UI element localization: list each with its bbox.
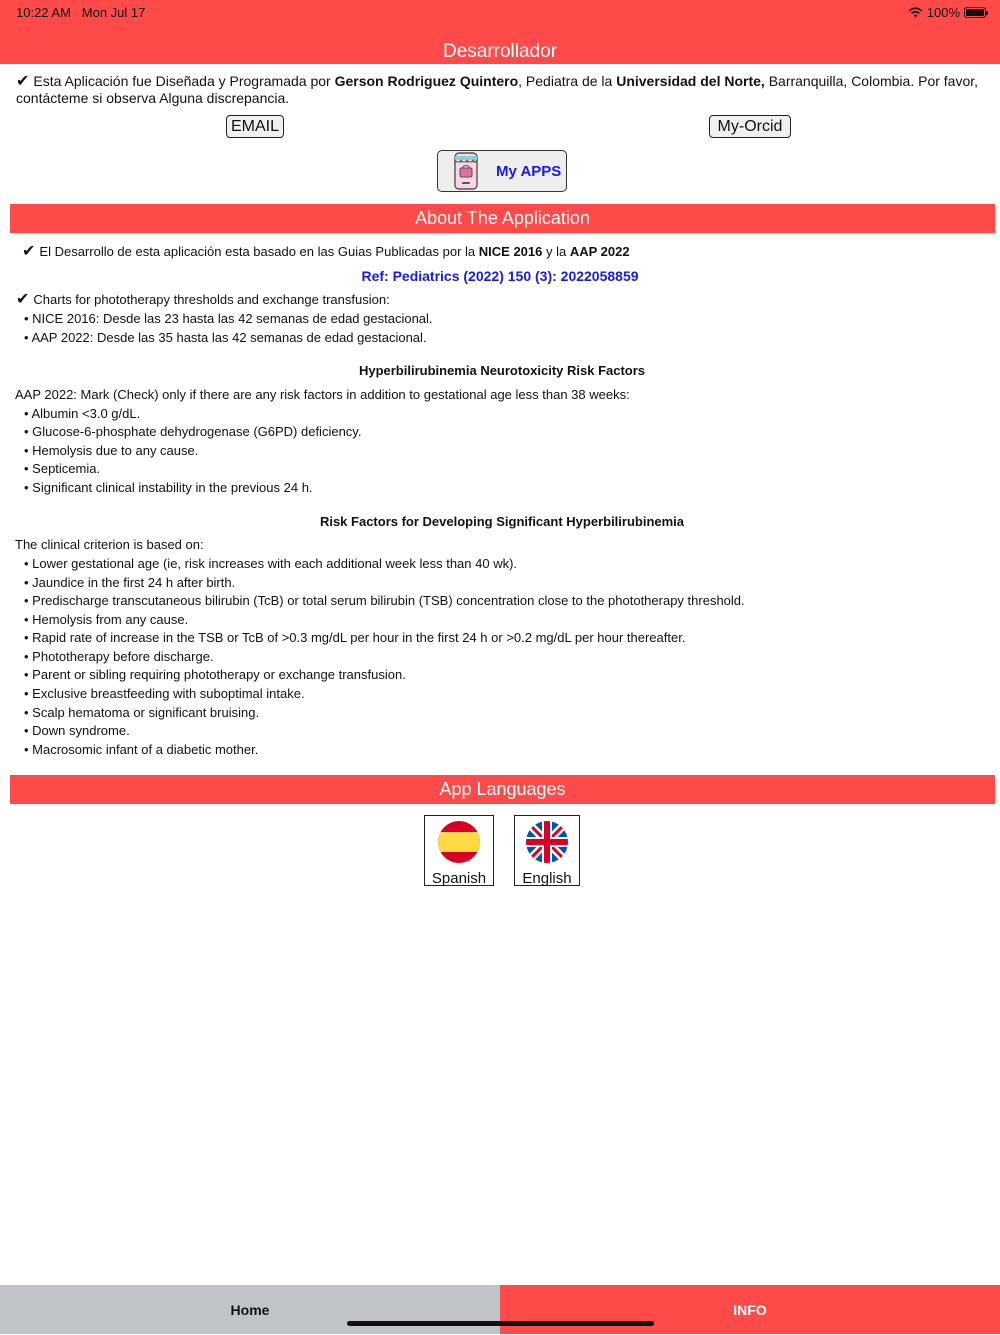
tab-info[interactable]: INFO xyxy=(500,1285,1000,1334)
about-intro-text: El Desarrollo de esta aplicación esta basado en las Guias Publicadas por la xyxy=(39,244,479,259)
status-date: Mon Jul 17 xyxy=(81,5,146,20)
risk-factors-intro: The clinical criterion is based on: xyxy=(15,537,204,552)
list-item: • Septicemia. xyxy=(24,461,101,476)
charts-line xyxy=(16,292,390,308)
list-item: • Exclusive breastfeeding with suboptimal intake. xyxy=(24,686,305,701)
wifi-icon xyxy=(908,7,923,18)
about-intro xyxy=(22,244,630,260)
risk-factors-heading: Risk Factors for Developing Significant Hyperbilirubinemia xyxy=(319,514,685,529)
developer-info xyxy=(16,73,986,107)
phone-store-icon xyxy=(452,151,480,191)
list-item: • Predischarge transcutaneous bilirubin (TcB) or total serum bilirubin (TSB) concentration close to the phototherapy threshold. xyxy=(24,593,745,608)
status-time: 10:22 AM xyxy=(16,5,71,20)
battery-percent: 100% xyxy=(926,5,960,20)
list-item: • AAP 2022: Desde las 35 hasta las 42 semanas de edad gestacional. xyxy=(24,330,427,345)
list-item: • NICE 2016: Desde las 23 hasta las 42 semanas de edad gestacional. xyxy=(24,311,433,326)
neurotoxicity-heading: Hyperbilirubinemia Neurotoxicity Risk Factors xyxy=(358,363,646,378)
languages-section-header: App Languages xyxy=(10,775,995,804)
list-item: • Scalp hematoma or significant bruising. xyxy=(24,705,260,720)
developer-text: Esta Aplicación fue Diseñada y Programada por xyxy=(33,73,335,89)
list-item: • Parent or sibling requiring phototherapy or exchange transfusion. xyxy=(24,667,406,682)
list-item: • Lower gestational age (ie, risk increases with each additional week less than 40 wk). xyxy=(24,556,518,571)
english-language-button[interactable] xyxy=(514,815,580,886)
app-header xyxy=(0,0,1000,64)
orcid-button[interactable]: My-Orcid xyxy=(709,115,791,138)
check-icon: ✔ xyxy=(22,243,36,260)
uk-flag-icon xyxy=(525,820,569,864)
list-item: • Macrosomic infant of a diabetic mother. xyxy=(24,742,259,757)
reference-link[interactable]: Ref: Pediatrics (2022) 150 (3): 2022058859 xyxy=(361,268,639,284)
developer-text: , Pediatra de la xyxy=(518,73,617,89)
spanish-label: Spanish xyxy=(431,870,487,887)
list-item: • Albumin <3.0 g/dL. xyxy=(24,406,141,421)
list-item: • Hemolysis due to any cause. xyxy=(24,443,199,458)
tab-bar xyxy=(0,1285,1000,1334)
spanish-language-button[interactable] xyxy=(424,815,494,886)
my-apps-label: My APPS xyxy=(496,162,562,180)
spain-flag-icon xyxy=(437,820,481,864)
home-indicator[interactable] xyxy=(347,1321,654,1326)
nice-label: NICE 2016 xyxy=(478,244,543,259)
neurotoxicity-intro: AAP 2022: Mark (Check) only if there are any risk factors in addition to gestational age less than 38 weeks: xyxy=(15,387,630,402)
check-icon: ✔ xyxy=(16,73,30,90)
english-label: English xyxy=(522,870,572,887)
list-item: • Phototherapy before discharge. xyxy=(24,649,214,664)
my-apps-button[interactable] xyxy=(437,150,567,192)
about-intro-text: y la xyxy=(542,244,570,259)
tab-home[interactable]: Home xyxy=(0,1285,500,1334)
list-item: • Down syndrome. xyxy=(24,723,130,738)
check-icon: ✔ xyxy=(16,291,30,308)
aap-label: AAP 2022 xyxy=(569,244,630,259)
about-section-header: About The Application xyxy=(10,204,995,233)
status-time-date xyxy=(16,5,145,20)
page-title: Desarrollador xyxy=(442,41,558,62)
university-name: Universidad del Norte, xyxy=(616,73,765,89)
list-item: • Jaundice in the first 24 h after birth. xyxy=(24,575,236,590)
list-item: • Significant clinical instability in the previous 24 h. xyxy=(24,480,313,495)
status-indicators xyxy=(908,5,986,20)
battery-icon xyxy=(964,7,986,18)
list-item: • Hemolysis from any cause. xyxy=(24,612,189,627)
author-name: Gerson Rodriguez Quintero xyxy=(334,73,519,89)
email-button[interactable]: EMAIL xyxy=(226,115,284,138)
developer-text: Barranquilla, Colombia. Por favor, contácteme si observa Alguna discrepancia. xyxy=(16,73,979,106)
list-item: • Glucose-6-phosphate dehydrogenase (G6PD) deficiency. xyxy=(24,424,362,439)
charts-line-text: Charts for phototherapy thresholds and exchange transfusion: xyxy=(33,292,390,307)
list-item: • Rapid rate of increase in the TSB or TcB of >0.3 mg/dL per hour in the first 24 h or >0.2 mg/dL per hour thereafter. xyxy=(24,630,686,645)
